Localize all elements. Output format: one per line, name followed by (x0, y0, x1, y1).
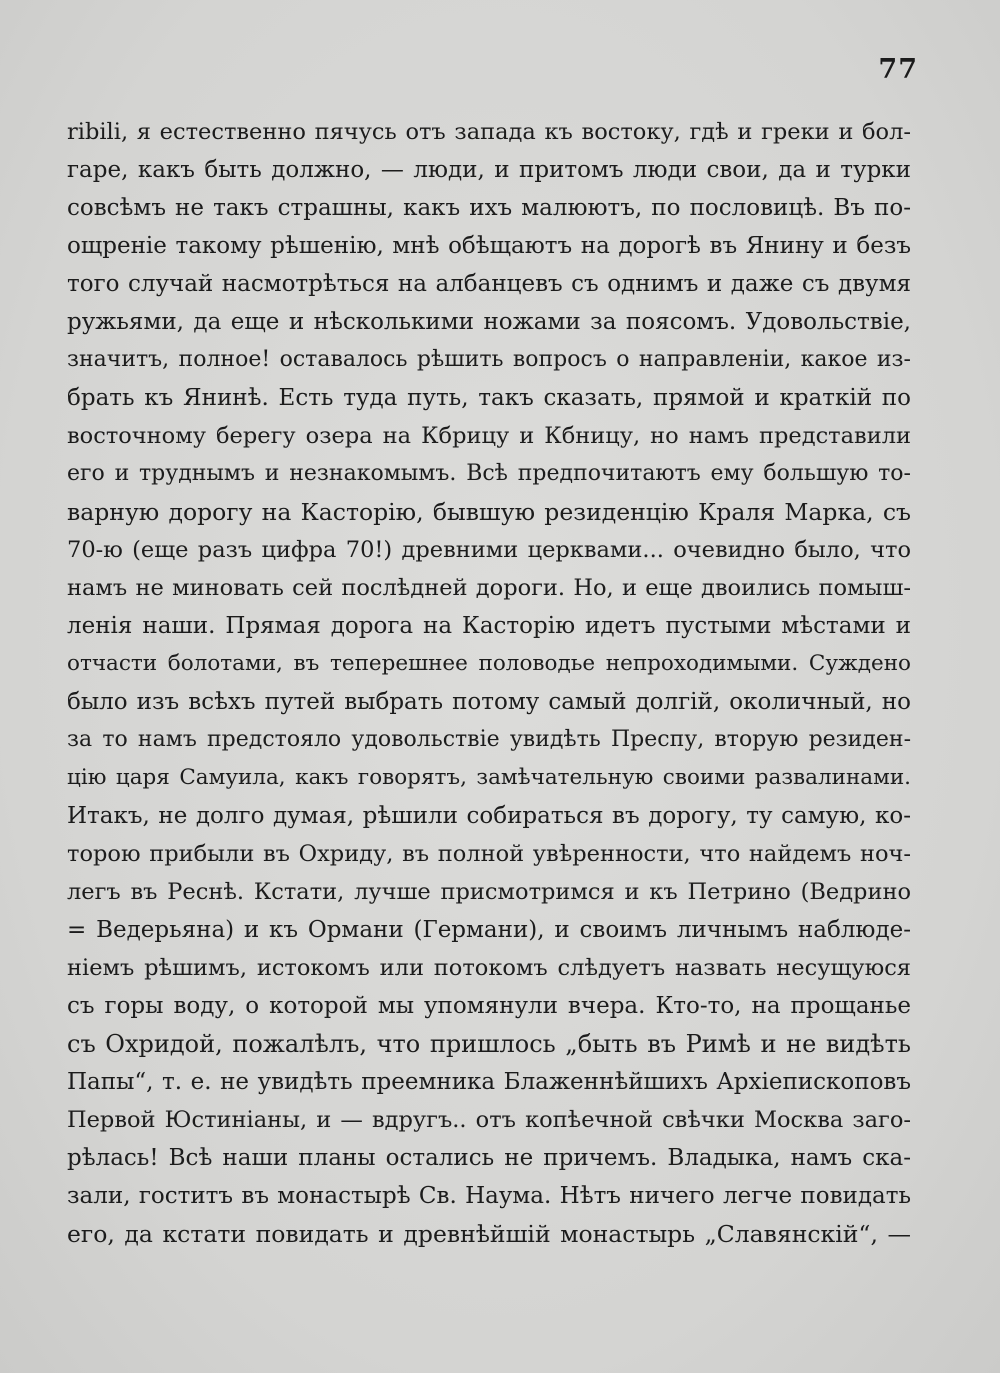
text-line: за то намъ предстояло удовольствіе увидѣть Преспу, вторую резиден- (67, 727, 911, 752)
text-line: торою прибыли въ Охриду, въ полной увѣренности, что найдемъ ноч- (67, 841, 911, 867)
text-line: рѣлась! Всѣ наши планы остались не причемъ. Владыка, намъ ска- (67, 1145, 911, 1171)
page-number: 77 (878, 54, 918, 85)
text-line: Папы“, т. е. не увидѣть преемника Блаженнѣйшихъ Архіепископовъ (67, 1069, 911, 1095)
text-line: съ горы воду, о которой мы упомянули вчера. Кто-то, на прощанье (67, 993, 911, 1019)
text-line: Итакъ, не долго думая, рѣшили собираться въ дорогу, ту самую, ко- (67, 803, 911, 829)
text-line: легъ въ Реснѣ. Кстати, лучше присмотримся и къ Петрино (Ведрино (67, 879, 911, 905)
text-line: варную дорогу на Касторію, бывшую резиденцію Краля Марка, съ (67, 498, 911, 526)
text-line: ружьями, да еще и нѣсколькими ножами за поясомъ. Удовольствіе, (67, 309, 911, 335)
text-line: значитъ, полное! оставалось рѣшить вопросъ о направленіи, какое из- (67, 347, 911, 372)
text-line: было изъ всѣхъ путей выбрать потому самый долгій, околичный, но (67, 689, 911, 715)
text-line: Первой Юстиніаны, и — вдругъ.. отъ копѣечной свѣчки Москва заго- (67, 1107, 911, 1133)
text-line: совсѣмъ не такъ страшны, какъ ихъ малюютъ, по пословицѣ. Въ по- (67, 195, 911, 221)
text-line: = Ведерьяна) и къ Ормани (Германи), и своимъ личнымъ наблюде- (67, 917, 911, 943)
text-line: того случай насмотрѣться на албанцевъ съ однимъ и даже съ двумя (67, 271, 911, 297)
text-line: ощреніе такому рѣшенію, мнѣ обѣщаютъ на дорогѣ въ Янину и безъ (67, 233, 911, 259)
text-line: восточному берегу озера на Кбрицу и Кбницу, но намъ представили (67, 423, 911, 449)
text-line: его и труднымъ и незнакомымъ. Всѣ предпочитаютъ ему большую то- (67, 461, 911, 486)
text-line: гаре, какъ быть должно, — люди, и притомъ люди свои, да и турки (67, 157, 911, 183)
text-line: съ Охридой, пожалѣлъ, что пришлось „быть въ Римѣ и не видѣть (67, 1030, 911, 1058)
text-line: ribili, я естественно пячусь отъ запада къ востоку, гдѣ и греки и бол- (67, 119, 911, 145)
body-text (67, 113, 911, 1253)
text-line: намъ не миновать сей послѣдней дороги. Но, и еще двоились помыш- (67, 575, 911, 601)
text-line: ленія наши. Прямая дорога на Касторію идетъ пустыми мѣстами и (67, 613, 911, 639)
text-line: цію царя Самуила, какъ говорятъ, замѣчательную своими развалинами. (67, 765, 911, 790)
text-line: отчасти болотами, въ теперешнее половодье непроходимыми. Суждено (67, 651, 911, 676)
text-line: ніемъ рѣшимъ, истокомъ или потокомъ слѣдуетъ назвать несущуюся (67, 955, 911, 981)
text-line: его, да кстати повидать и древнѣйшій монастырь „Славянскій“, — (67, 1220, 911, 1248)
text-line: 70-ю (еще разъ цифра 70!) древними церквами... очевидно было, что (67, 537, 911, 563)
text-line: брать къ Янинѣ. Есть туда путь, такъ сказать, прямой и краткій по (67, 385, 911, 411)
text-line: зали, гоститъ въ монастырѣ Св. Наума. Нѣтъ ничего легче повидать (67, 1183, 911, 1209)
